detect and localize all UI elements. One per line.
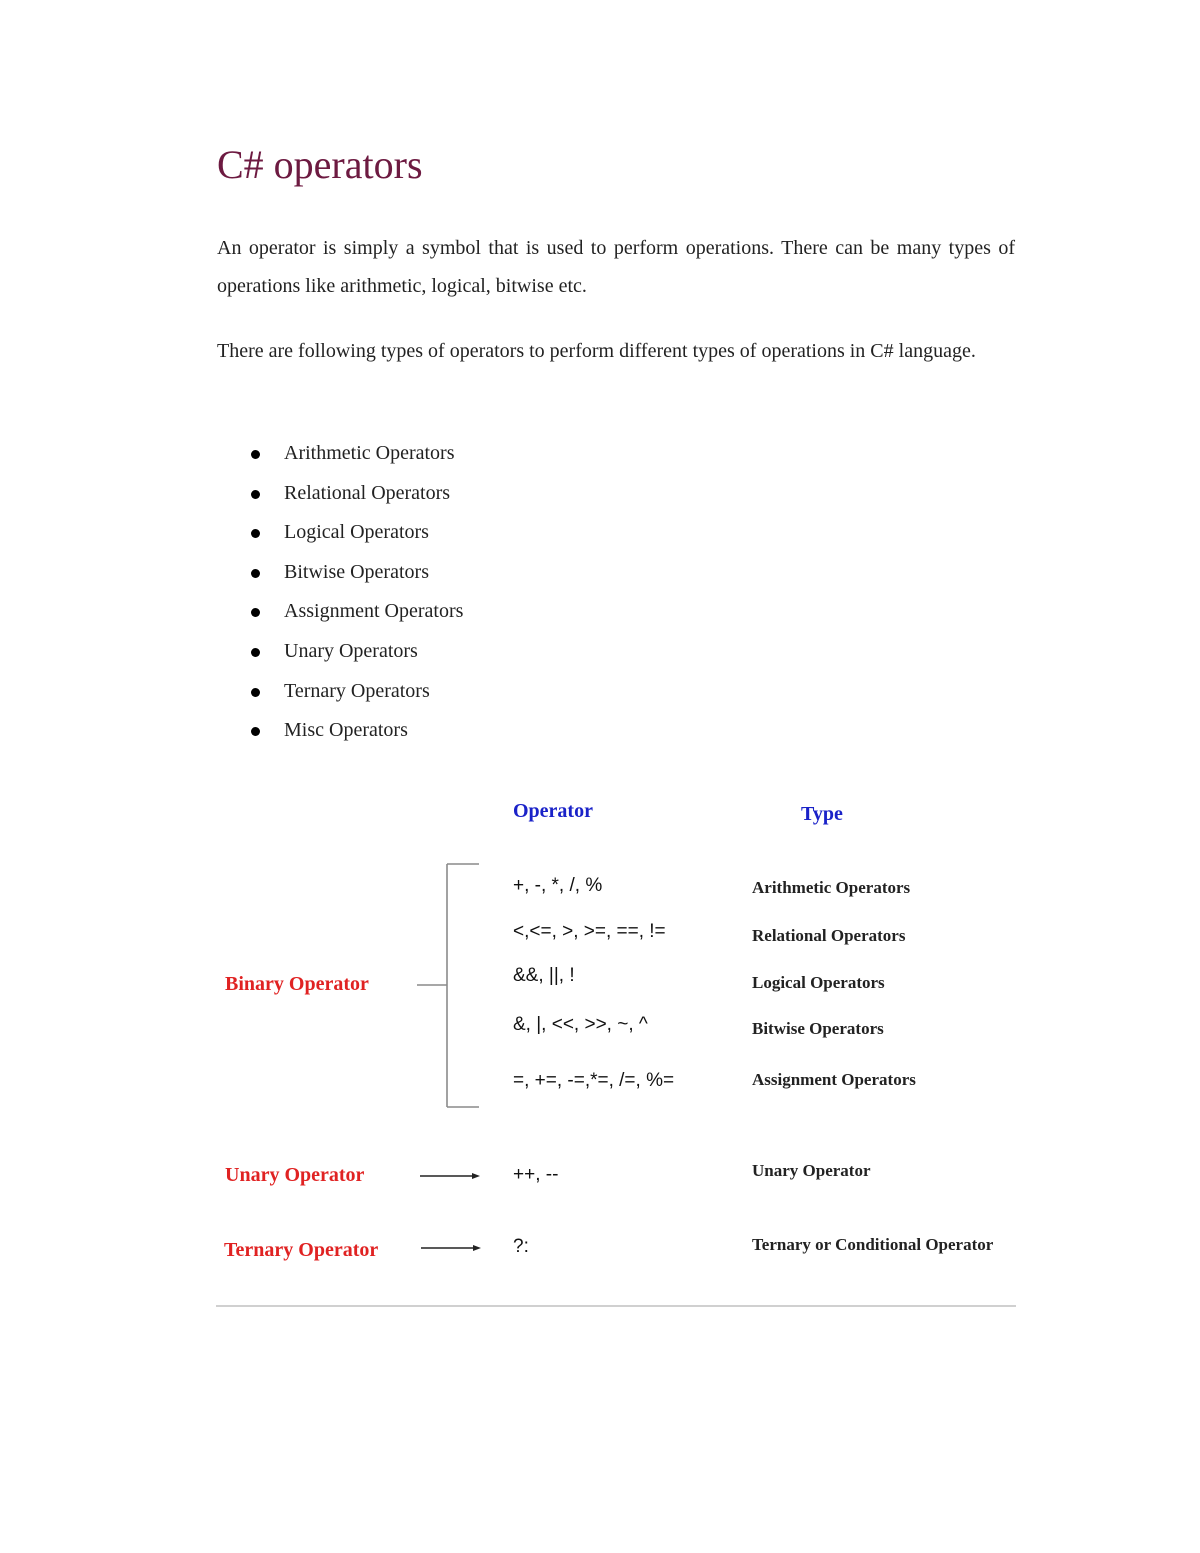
ternary-operator-label: Ternary Operator <box>224 1239 379 1261</box>
type-column-header: Type <box>801 803 843 825</box>
operator-column-header: Operator <box>513 800 593 822</box>
types-paragraph: There are following types of operators to perform different types of operations in C# language. <box>217 340 976 362</box>
logical-symbols: &&, ||, ! <box>513 965 575 986</box>
binary-bracket <box>417 864 479 1107</box>
page-title: C# operators <box>217 142 423 187</box>
list-item: Bitwise Operators <box>0 553 463 593</box>
logical-type: Logical Operators <box>752 973 885 992</box>
relational-type: Relational Operators <box>752 926 906 945</box>
intro-paragraph: An operator is simply a symbol that is used to perform operations. There can be many types of operations like arithmetic, logical, bitwise etc. <box>217 237 1015 297</box>
unary-symbols: ++, -- <box>513 1164 559 1185</box>
bitwise-type: Bitwise Operators <box>752 1019 884 1038</box>
assignment-type: Assignment Operators <box>752 1070 916 1089</box>
unary-type: Unary Operator <box>752 1161 871 1180</box>
list-item: Unary Operators <box>0 632 463 672</box>
list-item: Assignment Operators <box>0 592 463 632</box>
unary-arrow-icon <box>420 1173 480 1179</box>
list-item: Arithmetic Operators <box>0 434 463 474</box>
assignment-symbols: =, +=, -=,*=, /=, %= <box>513 1070 675 1091</box>
ternary-arrow-icon <box>421 1245 481 1251</box>
bitwise-symbols: &, |, <<, >>, ~, ^ <box>513 1014 648 1035</box>
ternary-type: Ternary or Conditional Operator <box>752 1235 994 1254</box>
arithmetic-type: Arithmetic Operators <box>752 878 911 897</box>
horizontal-divider <box>216 1305 1016 1307</box>
list-item: Logical Operators <box>0 513 463 553</box>
list-item: Ternary Operators <box>0 672 463 712</box>
relational-symbols: <,<=, >, >=, ==, != <box>513 921 666 942</box>
arithmetic-symbols: +, -, *, /, % <box>513 875 603 896</box>
unary-operator-label: Unary Operator <box>225 1164 365 1186</box>
binary-operator-label: Binary Operator <box>225 973 369 995</box>
ternary-symbols: ?: <box>513 1236 529 1257</box>
list-item: Misc Operators <box>0 711 463 751</box>
list-item: Relational Operators <box>0 474 463 514</box>
